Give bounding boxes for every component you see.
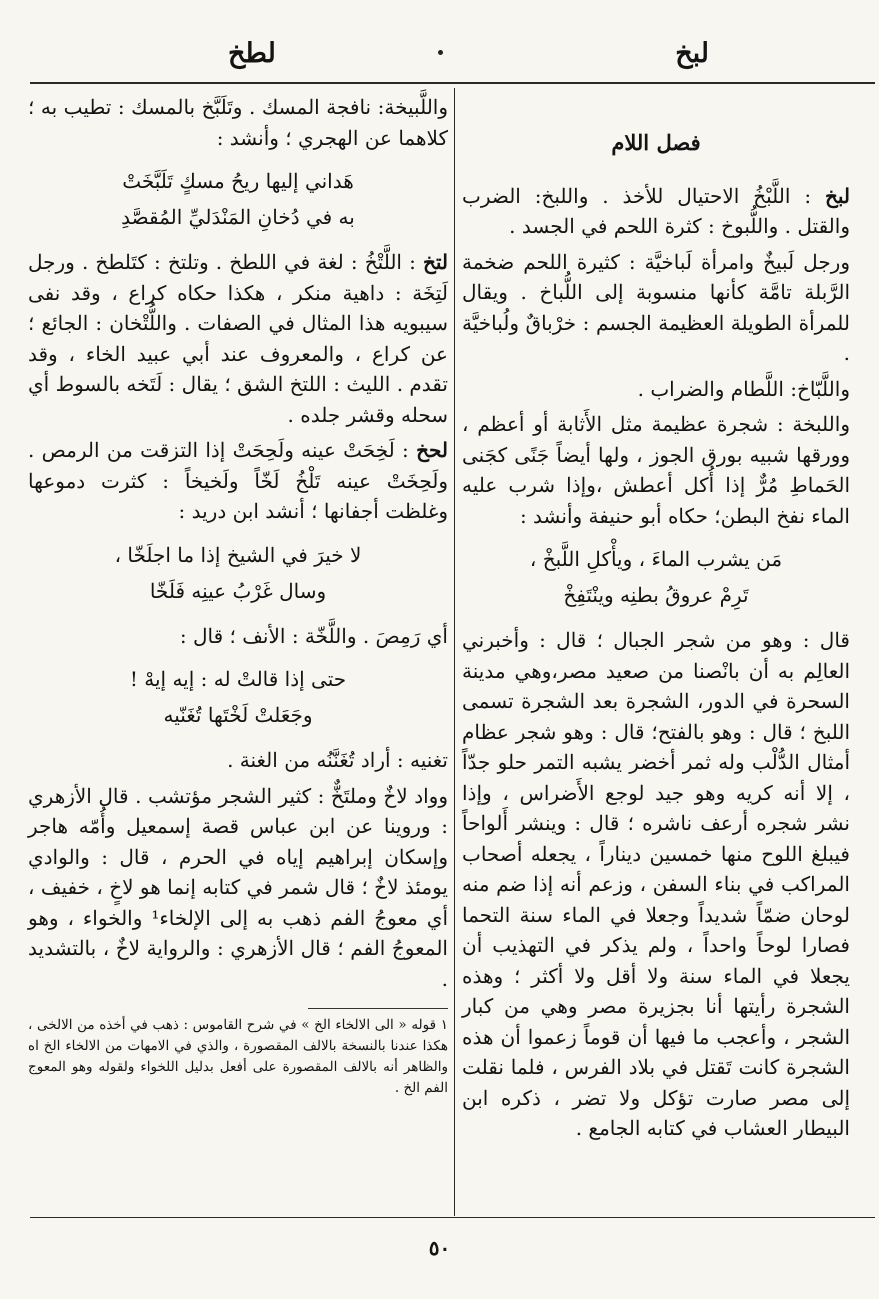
paragraph: قال : وهو من شجر الجبال ؛ قال : وأخبرني العالِم به أن بانْصنا من صعيد مصر،وهي مدينة السحرة في الدور، الشجرة بعد الشجرة تسمى اللبخ ؛ قال : وهو بالفتح؛ قال : وهو شجر عظام أمثال الدُّلْب وله ثمر أخضر يشبه التمر حلو جدّاً ، إلا أنه كريه وهو جيد لوجع الأَضراس ، وإذا نشر شجره أرعف ناشره ؛ قال : وينشر أَلواحاً فيبلغ اللوح منها خمسين ديناراً ، يجعله أصحاب المراكب في بناء السفن ، وزعم أنه إذا ضم منه لوحان ضمّاً شديداً وجعلا في الماء سنة التحما فصارا لوحاً واحداً ، ولم يذكر في التهذيب أن يجعلا في الماء سنة ولا أقل ولا أكثر ؛ وهذه الشجرة رأيتها أنا بجزيرة مصر وهي من كبار الشجر ، وأعجب ما فيها أن قوماً زعموا أن هذه الشجرة كانت تَقتل في بلاد الفرس ، فلما نقلت إلى مصر صارت تؤكل ولا تضر ، ذكره ابن البيطار العشاب في كتابه الجامع . xyxy=(462,628,850,1140)
verse-line: وجَعَلتْ لَخْتَها تُغَنّيه xyxy=(163,703,313,727)
verse-line: تَرِمْ عروقُ بطنِه وينْتَفِخْ xyxy=(563,583,749,607)
verse xyxy=(462,541,850,613)
entry-lkhkh xyxy=(28,435,448,527)
header-guide-word-left: لطخ xyxy=(228,38,276,69)
header-dot xyxy=(438,50,443,55)
entry-lbkh xyxy=(462,181,850,242)
verse xyxy=(28,537,448,609)
verse-line: به في دُخانِ المَنْدَليِّ المُقصَّدِ xyxy=(121,205,355,229)
entry-ltkh xyxy=(28,247,448,430)
verse xyxy=(28,163,448,235)
verse-line: مَن يشرب الماءَ ، ويأْكلِ اللَّبخْ ، xyxy=(529,547,783,571)
verse-line: لا خيرَ في الشيخ إذا ما اجلَخّا ، xyxy=(114,542,362,567)
footnote: ١ قوله « الى الالخاء الخ » في شرح القاموس : ذهب في أخذه من الالخى ، هكذا عندنا بالنسخة بالالف المقصورة ، والذي في الامهات من الالخاء الخ اه والظاهر أنه بالالف المقصورة على أفعل بدليل اللخواء ولقوله وهو المعوج الفم الخ . xyxy=(28,1017,448,1096)
footnote-rule xyxy=(308,1008,448,1009)
verse xyxy=(28,661,448,733)
left-column xyxy=(28,92,448,1104)
page-number: ٥٠ xyxy=(428,1236,451,1260)
section-title: فصل اللام xyxy=(611,130,701,155)
entry-text: : لَخِحَتْ عينه ولَحِحَتْ إذا التزقت من الرمص . ولَحِخَتْ عينه تَلْخُ لَخّاً ولَخيخاً : كثرت دموعها وغلظت أجفانها ؛ أنشد ابن دريد : xyxy=(28,438,448,523)
entry-headword: لحخ xyxy=(416,438,448,462)
paragraph: واللبخة : شجرة عظيمة مثل الأَثابة أو أعظم ، وورقها شبيه بورق الجوز ، ولها أيضاً جَنًى كجَنى الحَماطِ مُرٌّ إذا أُكل أعطش ،وإذا شرب عليه الماء نفخ البطن؛ حكاه أبو حنيفة وأنشد : xyxy=(462,412,850,528)
entry-text: : اللَّبْخُ الاحتيال للأخذ . واللبخ: الضرب والقتل . واللُّبوخ : كثرة اللحم في الجسد . xyxy=(462,183,850,238)
paragraph: واللَّبيخة: نافجة المسك . وتَلَبَّخ بالمسك : تطيب به ؛ كلاهما عن الهجري ؛ وأنشد : xyxy=(28,95,448,150)
header-rule xyxy=(30,82,875,84)
verse-line: حتى إذا قالتْ له : إيه إيهْ ! xyxy=(129,667,347,691)
verse-line: هَداني إليها ريحُ مسكٍ تَلَبَّخَتْ xyxy=(122,169,354,193)
right-column xyxy=(462,92,850,1149)
entry-headword: لبخ xyxy=(824,183,851,208)
header-guide-word-right: لبخ xyxy=(675,38,709,69)
paragraph: تغنيه : أراد تُغَنَّنُه من الغنة . xyxy=(227,748,448,772)
verse-line: وسال غَرْبُ عينِه فَلَخّا xyxy=(149,578,327,603)
paragraph: ورجل لَبيخٌ وامرأة لَباخيَّة : كثيرة اللحم ضخمة الرَّبلة تامَّة كأنها منسوبة إلى اللُّباخ . ويقال للمرأة الطويلة العظيمة الجسم : خرْباقٌ ولُباخيَّة . xyxy=(462,249,850,365)
column-divider xyxy=(454,88,455,1216)
paragraph: واللَّبّاخ: اللَّطام والضراب . xyxy=(637,376,850,401)
bottom-rule xyxy=(30,1217,875,1218)
paragraph: وواد لاخٌ وملتَخٌّ : كثير الشجر مؤتشب . قال الأزهري : وروينا عن ابن عباس قصة إسمعيل وأُمّه هاجر وإسكان إبراهيم إياه في الحرم ، قال : والوادي يومئذ لاخٌ ؛ قال شمر في كتابه إنما هو لاخٍ ، خفيف ، أي معوجُ الفم ذهب به إلى الإلخاء¹ والخواء ، وهو المعوجُ الفم ؛ قال الأزهري : والرواية لاخٌ ، بالتشديد . xyxy=(28,783,449,991)
entry-headword: لتخ xyxy=(422,250,448,274)
entry-text: : اللَّتْخُ : لغة في اللطخ . وتلتخ : كتَلطخ . ورجل لَتِخَة : داهية منكر ، هكذا حكاه كراع ، وقد نفى سيبويه هذا المثال في الصفات . واللُّتْخان : الجائع ؛ عن كراع ، والمعروف عند أبي عبيد الخاء ، وقد تقدم . الليث : اللتخ الشق ؛ يقال : لَتَخه بالسوط أي سحله وقشر جلده . xyxy=(28,250,448,427)
paragraph: أي رَمِصَ . واللَّخّة : الأنف ؛ قال : xyxy=(179,623,448,648)
